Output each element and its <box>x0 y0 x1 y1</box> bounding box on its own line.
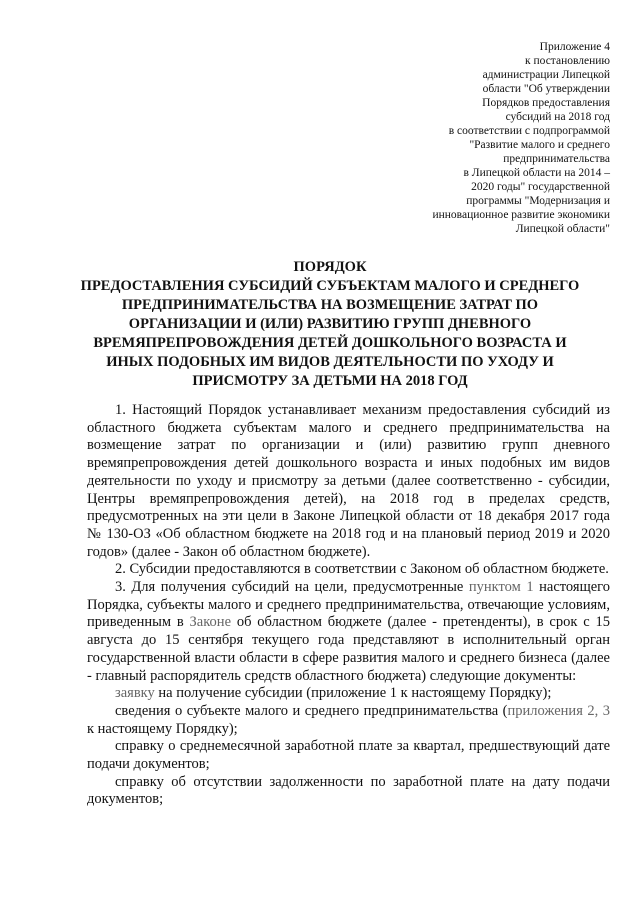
list-item-salary-certificate: справку о среднемесячной заработной плате за квартал, предшествующий дате подачи документов; <box>87 738 610 773</box>
annex-block <box>390 40 610 236</box>
annex-line: Липецкой области" <box>515 223 610 235</box>
paragraph-3-text: настоящего Порядка, субъекты малого и среднего предпринимательства, отвечающие условиям, приведенным в <box>87 579 611 631</box>
annex-line: субсидий на 2018 год <box>505 111 610 123</box>
title-line: ВРЕМЯПРЕПРОВОЖДЕНИЯ ДЕТЕЙ ДОШКОЛЬНОГО ВОЗРАСТА И <box>93 335 567 351</box>
annex-line: в Липецкой области на 2014 – <box>463 167 610 179</box>
list-item-application <box>87 685 610 703</box>
title-line: ПРЕДПРИНИМАТЕЛЬСТВА НА ВОЗМЕЩЕНИЕ ЗАТРАТ ПО <box>121 297 539 313</box>
paragraph-1: 1. Настоящий Порядок устанавливает механизм предоставления субсидий из областного бюджета субъектам малого и среднего предпринимательства на возмещение затрат по организации и (или) развитию групп дневного времяпрепровождения детей дошкольного возраста и иных подобных им видов деятельности по уходу и присмотру за детьми (далее соответственно - субсидии, Центры времяпрепровождения детей), на 2018 год в пределах средств, предусмотренных на эти цели в Законе Липецкой области от 18 декабря 2017 года № 130-ОЗ «Об областном бюджете на 2018 год и на плановый период 2019 и 2020 годов» (далее - Закон об областном бюджете). <box>87 402 610 560</box>
title-line: ПРИСМОТРУ ЗА ДЕТЬМИ НА 2018 ГОД <box>192 373 468 389</box>
annex-line: администрации Липецкой <box>482 69 610 81</box>
list-item-entity-info <box>87 703 610 738</box>
paragraph-2: 2. Субсидии предоставляются в соответствии с Законом об областном бюджете. <box>115 561 609 578</box>
paragraph-3-text: об областном бюджете (далее - претенденты), в срок с 15 августа до 15 сентября текущего года представляют в исполнительный орган государственной власти области в сфере развития малого и среднего бизнеса (далее - главный распорядитель средств областного бюджета) следующие документы: <box>87 614 611 684</box>
list-item-text: на получение субсидии (приложение 1 к настоящему Порядку); <box>154 685 552 702</box>
list-item-text: к настоящему Порядку); <box>87 720 238 737</box>
document-title <box>60 258 600 391</box>
annex-line: Порядков предоставления <box>482 97 610 109</box>
list-item-text: сведения о субъекте малого и среднего предпринимательства ( <box>115 702 508 719</box>
annex-line: Приложение 4 <box>539 41 610 53</box>
annex-line: инновационное развитие экономики <box>432 209 610 221</box>
application-link[interactable]: заявку <box>115 685 155 702</box>
annex-line: предпринимательства <box>503 153 610 165</box>
paragraph-3 <box>87 579 610 685</box>
annex-line: "Развитие малого и среднего <box>469 139 610 151</box>
annex-line: программы "Модернизация и <box>466 195 610 207</box>
list-item-debt-certificate: справку об отсутствии задолженности по заработной плате на дату подачи документов; <box>87 773 610 808</box>
clause-1-link[interactable]: пунктом 1 <box>468 579 534 596</box>
annex-line: в соответствии с подпрограммой <box>448 125 610 137</box>
document-body <box>87 402 610 809</box>
title-line: ИНЫХ ПОДОБНЫХ ИМ ВИДОВ ДЕЯТЕЛЬНОСТИ ПО УХОДУ И <box>106 354 554 370</box>
appendices-link[interactable]: приложения 2, 3 <box>507 702 610 719</box>
title-line: ПОРЯДОК <box>293 259 367 275</box>
title-line: ПРЕДОСТАВЛЕНИЯ СУБСИДИЙ СУБЪЕКТАМ МАЛОГО И СРЕДНЕГО <box>80 278 580 294</box>
paragraph-3-text: 3. Для получения субсидий на цели, предусмотренные <box>115 579 469 596</box>
annex-line: области "Об утверждении <box>482 83 610 95</box>
title-line: ОРГАНИЗАЦИИ И (ИЛИ) РАЗВИТИЮ ГРУПП ДНЕВНОГО <box>128 316 532 332</box>
annex-line: к постановлению <box>525 55 610 67</box>
annex-line: 2020 годы" государственной <box>471 181 610 193</box>
budget-law-link[interactable]: Законе <box>189 614 232 631</box>
